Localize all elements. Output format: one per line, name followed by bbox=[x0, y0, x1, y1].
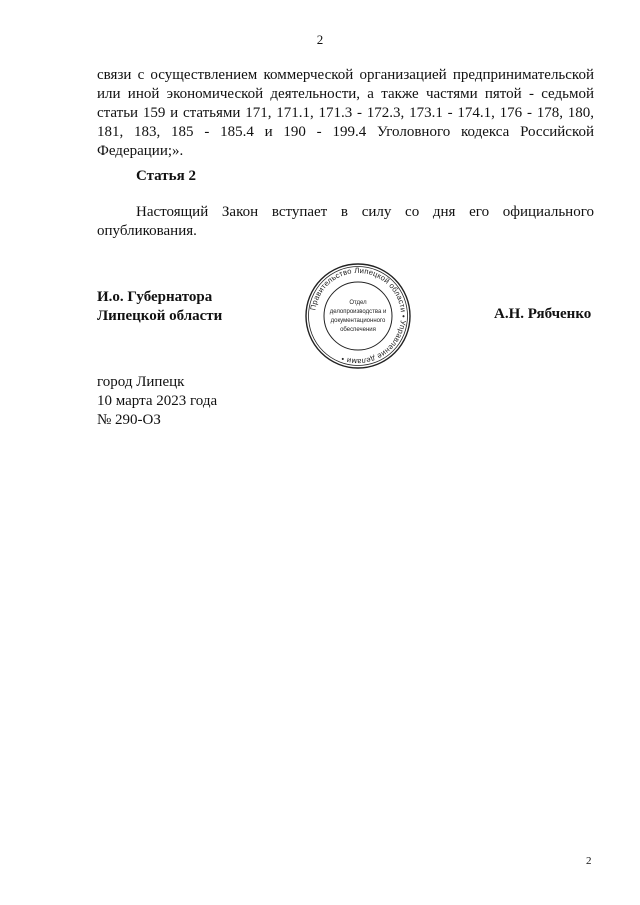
signatory-title bbox=[97, 288, 222, 326]
signatory-title-line2: Липецкой области bbox=[97, 308, 223, 324]
footer-date: 10 марта 2023 года bbox=[97, 393, 218, 409]
paragraph-article-2: Настоящий Закон вступает в силу со дня его официального опубликования. bbox=[97, 204, 594, 239]
stamp-inner-line3: документационного bbox=[330, 318, 386, 324]
paragraph-article-1-end: связи с осуществлением коммерческой организацией предпринимательской или иной экономической деятельности, а также частями пятой - седьмой статьи 159 и статьями 171, 171.1, 171.3 - 172.3, 173.1 - 174.1, 176 - 178, 180, 181, 183, 185 - 185.4 и 190 - 199.4 Уголовного кодекса Российской Федерации;». bbox=[97, 67, 594, 159]
page-number-top: 2 bbox=[316, 32, 324, 47]
stamp-outer-text: Правительство Липецкой области • Управление делами • bbox=[308, 265, 409, 367]
footer-number: № 290-ОЗ bbox=[97, 412, 161, 428]
stamp-inner-line1: Отдел bbox=[349, 300, 367, 306]
signatory-name: А.Н. Рябченко bbox=[494, 306, 592, 322]
article-heading: Статья 2 bbox=[136, 168, 196, 184]
stamp-inner-line2: делопроизводства и bbox=[329, 309, 387, 315]
stamp-inner-line4: обеспечения bbox=[340, 327, 376, 333]
document-footer bbox=[97, 373, 217, 430]
signatory-title-line1: И.о. Губернатора bbox=[97, 289, 213, 305]
page-number-bottom: 2 bbox=[586, 855, 592, 867]
footer-city: город Липецк bbox=[97, 374, 185, 390]
official-stamp bbox=[304, 262, 412, 370]
